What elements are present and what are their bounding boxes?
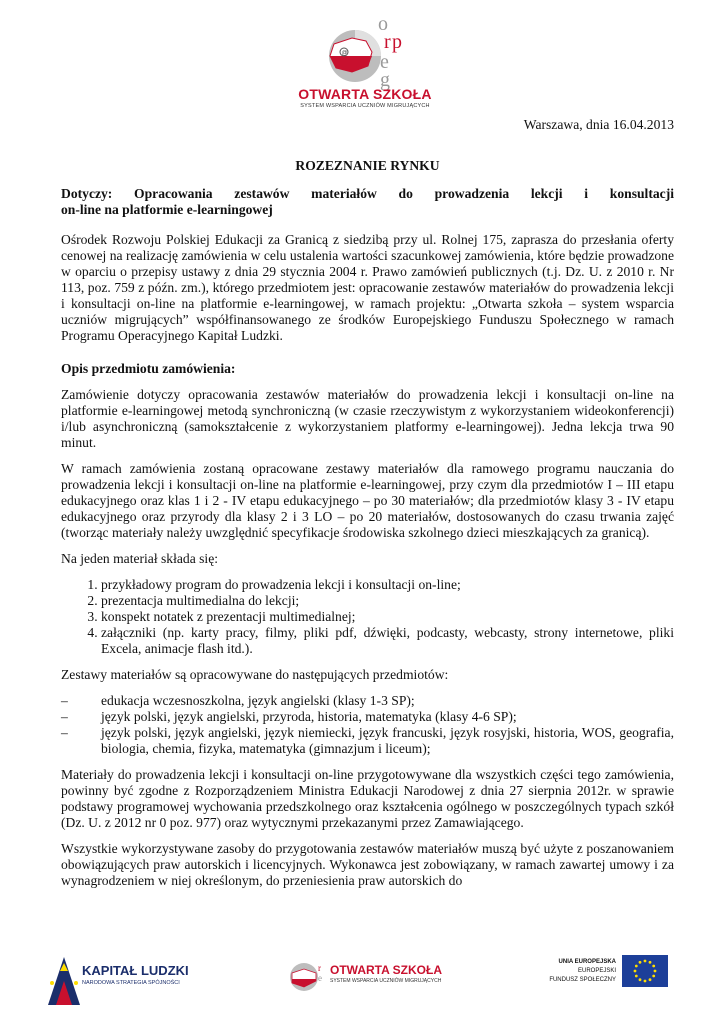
paragraph-1: Zamówienie dotyczy opracowania zestawów materiałów do prowadzenia lekcji i konsultacji on-line na platformie e-learningowej metodą synchroniczną (w czasie rzeczywistym z wykorzystaniem wideokonferencji) i/lub asynchroniczną (samokształcenie z wykorzystaniem platformy e-learningowej). Jedna lekcja trwa 90 minut. bbox=[61, 387, 674, 450]
eu-line-3: FUNDUSZ SPOŁECZNY bbox=[549, 977, 616, 983]
list-item bbox=[61, 709, 674, 725]
svg-text:p: p bbox=[392, 31, 402, 53]
kl-subtitle: NARODOWA STRATEGIA SPÓJNOŚCI bbox=[82, 980, 180, 986]
document-subject bbox=[61, 186, 674, 218]
svg-text:@: @ bbox=[341, 50, 348, 57]
list-item-text: język polski, język angielski, język niemiecki, język francuski, język rosyjski, historia, WOS, geografia, biologia, chemia, fizyka, matematyka (gimnazjum i liceum); bbox=[101, 725, 674, 756]
subject-line-2: on-line na platformie e-learningowej bbox=[61, 202, 273, 217]
subjects-list bbox=[61, 693, 674, 757]
subjects-intro: Zestawy materiałów są opracowywane do następujących przedmiotów: bbox=[61, 667, 449, 682]
document-date: Warszawa, dnia 16.04.2013 bbox=[523, 117, 674, 132]
header-logo-text bbox=[270, 86, 460, 109]
svg-text:e: e bbox=[318, 973, 322, 983]
logo-subtitle: SYSTEM WSPARCIA UCZNIÓW MIGRUJĄCYCH bbox=[300, 103, 430, 109]
logo-name: OTWARTA SZKOŁA bbox=[298, 86, 432, 102]
eu-text bbox=[540, 958, 616, 985]
eu-line-2: EUROPEJSKI bbox=[577, 968, 616, 974]
list-intro: Na jeden materiał składa się: bbox=[61, 551, 219, 566]
intro-paragraph: Ośrodek Rozwoju Polskiej Edukacji za Granicą z siedzibą przy ul. Rolnej 175, zaprasza do przesłania oferty cenowej na realizację zamówienia w celu ustalenia wartości szacunkowej zamówienia, które będzie prowadzone w oparciu o przepisy ustawy z dnia 29 stycznia 2004 r. Prawo zamówień publicznych (t.j. Dz. U. z 2010 r. Nr 113, poz. 759 z późn. zm.), którego przedmiotem jest: opracowanie zestawów materiałów do prowadzenia lekcji i konsultacji on-line na platformie e-learningowej, w ramach projektu: „Otwarta szkoła – system wsparcia uczniów migrujących” współfinansowanego ze środków Europejskiego Funduszu Społecznego w ramach Programu Operacyjnego Kapitał Ludzki. bbox=[61, 232, 674, 343]
list-item: 4. załączniki (np. karty pracy, filmy, pliki pdf, dźwięki, podcasty, webcasty, strony internetowe, pliki Excela, animacje flash itd.). bbox=[101, 625, 674, 657]
svg-text:o: o bbox=[378, 13, 388, 35]
section-heading: Opis przedmiotu zamówienia: bbox=[61, 361, 236, 376]
dash-mark: – bbox=[61, 693, 68, 708]
list-item: 1. przykładowy program do prowadzenia lekcji i konsultacji on-line; bbox=[101, 577, 674, 593]
svg-text:e: e bbox=[380, 51, 389, 73]
paragraph-2: W ramach zamówienia zostaną opracowane zestawy materiałów dla ramowego programu nauczania do prowadzenia lekcji i konsultacji on-line na platformie e-learningowej, przy czym dla przedmiotów I – III etapu edukacyjnego oraz klas 1 i 2 - IV etapu edukacyjnego – po 30 materiałów; dla przedmiotów klasy 3 - IV etapu edukacyjnego oraz przyrody dla klasy 2 i 3 LO – po 20 materiałów, dostosowanych do czasu trwania zajęć (tworząc materiały należy uwzględnić specyfikacje środowiska szkolnego dzieci mieszkających za granicą). bbox=[61, 461, 674, 540]
os-subtitle: SYSTEM WSPARCIA UCZNIÓW MIGRUJĄCYCH bbox=[330, 978, 442, 984]
svg-text:g: g bbox=[380, 69, 390, 91]
os-name: OTWARTA SZKOŁA bbox=[330, 963, 442, 977]
document-title: ROZEZNANIE RYNKU bbox=[295, 158, 440, 173]
eu-line-1: UNIA EUROPEJSKA bbox=[558, 959, 616, 965]
list-item: 3. konspekt notatek z prezentacji multimedialnej; bbox=[101, 609, 674, 625]
document-body bbox=[61, 117, 674, 899]
paragraph-4: Wszystkie wykorzystywane zasoby do przygotowania zestawów materiałów muszą być użyte z poszanowaniem obowiązujących praw autorskich i licencyjnych. Wykonawca jest zobowiązany, w ramach zawartej umowy i za wynagrodzeniem w niej określonym, do przeniesienia praw autorskich do bbox=[61, 841, 674, 888]
eu-flag-icon bbox=[622, 955, 668, 987]
svg-text:r: r bbox=[384, 31, 391, 53]
subject-line-1: Dotyczy: Opracowania zestawów materiałów do prowadzenia lekcji i konsultacji bbox=[61, 186, 674, 201]
list-item-text: edukacja wczesnoszkolna, język angielski (klasy 1-3 SP); bbox=[101, 693, 415, 708]
footer-logos bbox=[0, 945, 725, 1024]
numbered-list bbox=[61, 577, 674, 657]
paragraph-3: Materiały do prowadzenia lekcji i konsultacji on-line przygotowywane dla wszystkich części tego zamówienia, powinny być zgodne z Rozporządzeniem Ministra Edukacji Narodowej z dnia 27 sierpnia 2012r. w sprawie podstawy programowej wychowania przedszkolnego oraz kształcenia ogólnego w poszczególnych typach szkół (Dz. U. z 2012 nr 0 poz. 977) oraz wytycznymi przekazanymi przez Zamawiającego. bbox=[61, 767, 674, 830]
list-item bbox=[61, 693, 674, 709]
list-item: 2. prezentacja multimedialna do lekcji; bbox=[101, 593, 674, 609]
svg-text:r: r bbox=[318, 963, 321, 973]
list-item-text: język polski, język angielski, przyroda, historia, matematyka (klasy 4-6 SP); bbox=[101, 709, 517, 724]
dash-mark: – bbox=[61, 709, 68, 724]
kl-name: KAPITAŁ LUDZKI bbox=[82, 963, 189, 978]
dash-mark: – bbox=[61, 725, 68, 740]
list-item bbox=[61, 725, 674, 757]
